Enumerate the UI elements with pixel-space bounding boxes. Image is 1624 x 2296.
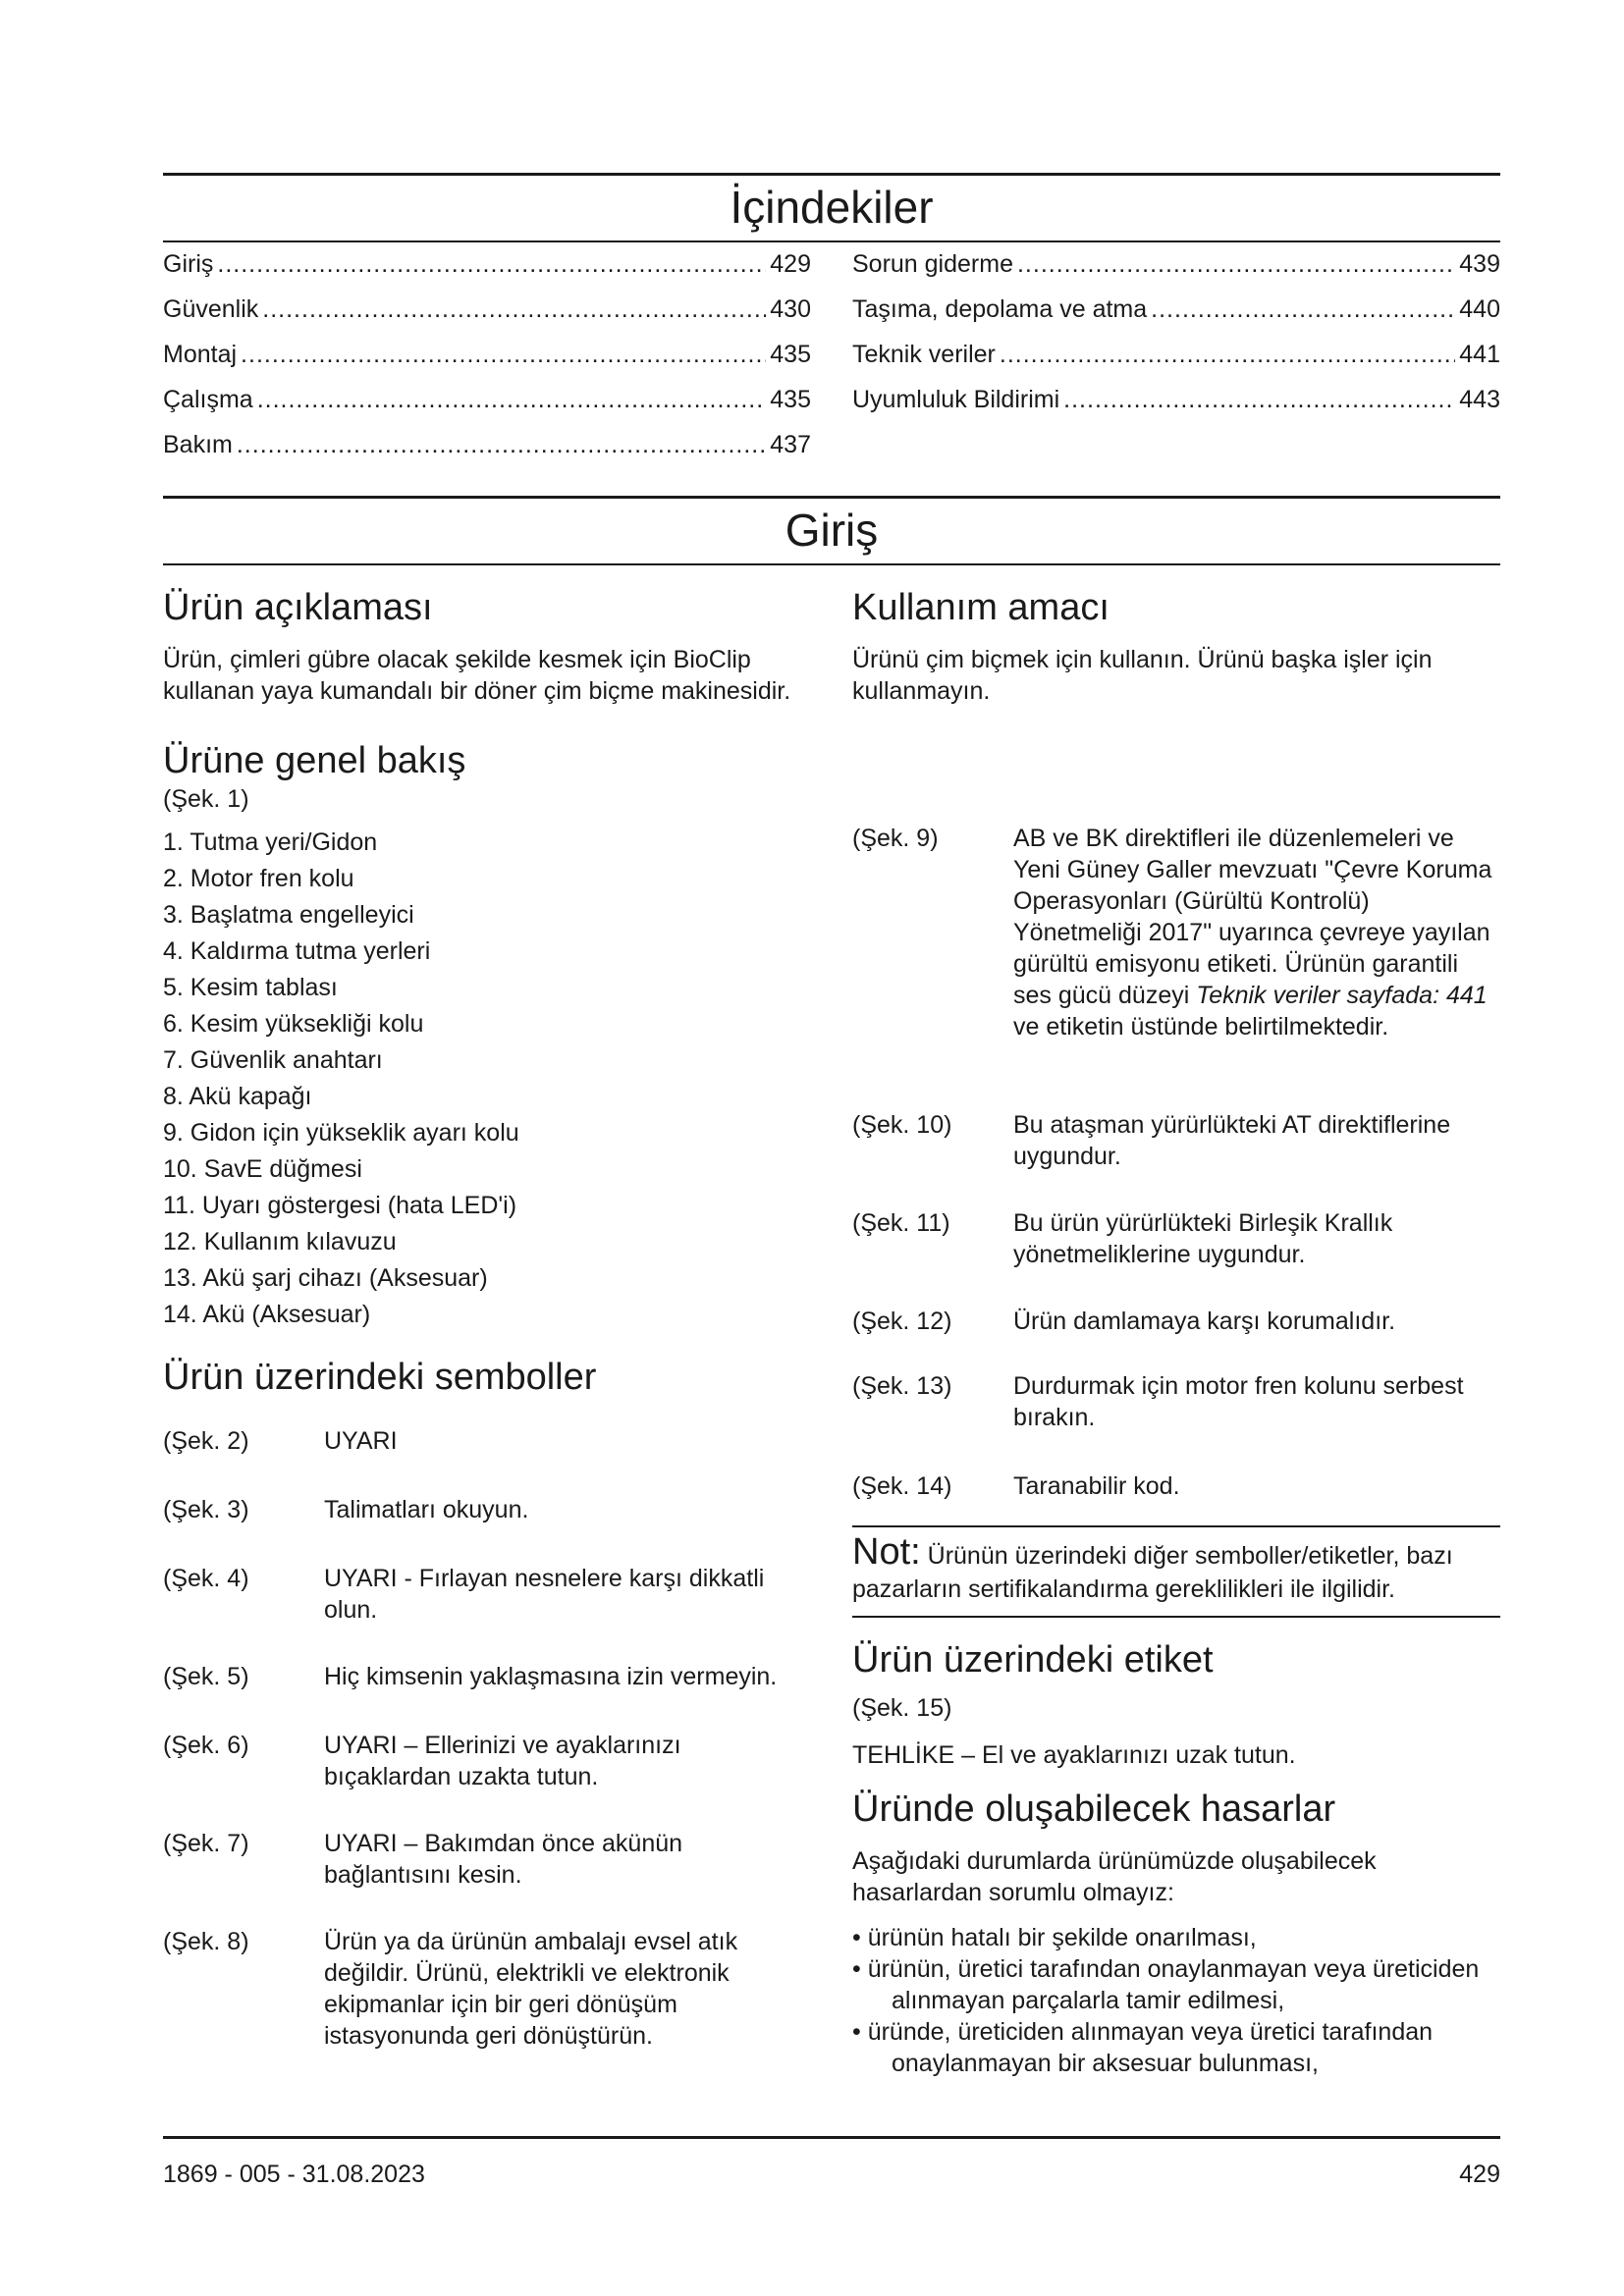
symbol-text-part: AB ve BK direktifleri ile düzenlemeleri ve Yeni Güney Galler mevzuatı "Çevre Koruma Operasyonları (Gürültü Kontrolü) Yönetmeliği 2017" uyarınca çevreye yayılan gürültü emisyonu etiketi. Ürünün garantili ses gücü düzeyi: [1013, 825, 1492, 1009]
page-footer: [163, 2136, 1500, 2189]
toc-entry-page: 429: [770, 250, 811, 278]
toc-entry[interactable]: [163, 386, 811, 431]
symbol-ref: (Şek. 8): [163, 1928, 249, 1955]
label-heading: Ürün üzerindeki etiket: [852, 1639, 1214, 1681]
symbol-row: [163, 1661, 811, 1730]
symbol-row: [852, 1306, 1500, 1370]
toc-entry[interactable]: [852, 341, 1500, 386]
symbol-ref: (Şek. 5): [163, 1663, 249, 1690]
toc-entry-label: Güvenlik: [163, 295, 259, 323]
symbol-ref: (Şek. 14): [852, 1472, 952, 1500]
list-item: 8. Akü kapağı: [163, 1083, 312, 1110]
toc-entry-page: 430: [770, 295, 811, 323]
label-ref: (Şek. 15): [852, 1694, 952, 1722]
symbols-right-list: [852, 823, 1500, 1518]
list-item: 11. Uyarı göstergesi (hata LED'i): [163, 1192, 517, 1219]
usage-text: Ürünü çim biçmek için kullanın. Ürünü başka işler için kullanmayın.: [852, 646, 1433, 705]
list-item: 5. Kesim tablası: [163, 974, 338, 1001]
toc-entry[interactable]: [163, 431, 811, 476]
toc-entry-page: 437: [770, 431, 811, 458]
note-text: Ürünün üzerindeki diğer semboller/etiketler, bazı pazarların sertifikalandırma gereklilikleri ile ilgilidir.: [852, 1542, 1453, 1603]
footer-rule: [163, 2136, 1500, 2139]
list-item: • ürünün, üretici tarafından onaylanmayan veya üreticiden alınmayan parçalarla tamir edilmesi,: [852, 1953, 1500, 2016]
description-heading: Ürün açıklaması: [163, 587, 433, 628]
symbol-row: [163, 1425, 811, 1494]
list-item: • üründe, üreticiden alınmayan veya üretici tarafından onaylanmayan bir aksesuar bulunması,: [852, 2016, 1500, 2079]
symbol-row: [852, 1470, 1500, 1518]
toc-entry[interactable]: [852, 295, 1500, 341]
symbol-text: UYARI – Ellerinizi ve ayaklarınızı bıçaklardan uzakta tutun.: [324, 1732, 681, 1790]
symbol-ref: (Şek. 12): [852, 1308, 952, 1335]
symbol-row: [163, 1494, 811, 1563]
footer-row: [163, 2161, 1500, 2189]
list-item: 7. Güvenlik anahtarı: [163, 1046, 383, 1074]
symbol-ref: (Şek. 3): [163, 1496, 249, 1523]
intro-left-column: [163, 585, 811, 2079]
symbol-text: UYARI – Bakımdan önce akünün bağlantısını kesin.: [324, 1830, 683, 1889]
toc-entry-label: Teknik veriler: [852, 341, 996, 368]
toc-right-column: [852, 250, 1500, 476]
symbol-text: Hiç kimsenin yaklaşmasına izin vermeyin.: [324, 1663, 778, 1690]
toc-entry-page: 435: [770, 341, 811, 368]
toc-entry-label: Sorun giderme: [852, 250, 1013, 278]
symbol-row: [852, 823, 1500, 1109]
toc-entry-page: 439: [1459, 250, 1500, 278]
symbol-ref: (Şek. 4): [163, 1565, 249, 1592]
symbol-ref: (Şek. 13): [852, 1372, 952, 1400]
symbol-text: Ürün damlamaya karşı korumalıdır.: [1013, 1308, 1396, 1335]
damage-text: Aşağıdaki durumlarda ürünümüzde oluşabilecek hasarlardan sorumlu olmayız:: [852, 1847, 1377, 1906]
toc-title-rule: [163, 240, 1500, 242]
toc-title: İçindekiler: [730, 182, 934, 233]
damage-heading: Üründe oluşabilecek hasarlar: [852, 1789, 1336, 1830]
note-top-rule: [852, 1525, 1500, 1527]
symbol-ref: (Şek. 6): [163, 1732, 249, 1759]
toc-entry-page: 440: [1459, 295, 1500, 323]
symbol-row: [852, 1370, 1500, 1470]
toc-entry-page: 441: [1459, 341, 1500, 368]
symbol-text: Talimatları okuyun.: [324, 1496, 529, 1523]
symbol-text: Durdurmak için motor fren kolunu serbest bırakın.: [1013, 1372, 1464, 1431]
symbols-heading: Ürün üzerindeki semboller: [163, 1357, 597, 1398]
cross-reference-link[interactable]: Teknik veriler sayfada: 441: [1196, 982, 1488, 1009]
toc-entry[interactable]: [852, 386, 1500, 431]
list-item: 10. SavE düğmesi: [163, 1155, 362, 1183]
symbol-row: [163, 1926, 811, 2052]
toc-top-rule: [163, 173, 1500, 176]
overview-list: [163, 825, 811, 1333]
label-text: TEHLİKE – El ve ayaklarınızı uzak tutun.: [852, 1741, 1296, 1769]
symbol-text: [1013, 823, 1500, 1109]
toc-entry[interactable]: [852, 250, 1500, 295]
list-item: 12. Kullanım kılavuzu: [163, 1228, 397, 1255]
toc-entry-page: 443: [1459, 386, 1500, 413]
toc-columns: [163, 250, 1500, 476]
intro-columns: [163, 585, 1500, 2079]
symbol-ref: (Şek. 10): [852, 1111, 952, 1139]
symbol-ref: (Şek. 11): [852, 1209, 950, 1237]
symbol-text: UYARI - Fırlayan nesnelere karşı dikkatli olun.: [324, 1565, 765, 1624]
toc-entry-label: Giriş: [163, 250, 214, 278]
symbol-ref: (Şek. 2): [163, 1427, 249, 1455]
toc-entry-page: 435: [770, 386, 811, 413]
toc-entry[interactable]: [163, 341, 811, 386]
symbol-row: [163, 1828, 811, 1926]
toc-left-column: [163, 250, 811, 476]
toc-entry-label: Uyumluluk Bildirimi: [852, 386, 1060, 413]
overview-ref: (Şek. 1): [163, 785, 249, 813]
list-item: 6. Kesim yüksekliği kolu: [163, 1010, 424, 1038]
symbol-text: Bu ataşman yürürlükteki AT direktiflerine uygundur.: [1013, 1111, 1451, 1170]
doc-code: 1869 - 005 - 31.08.2023: [163, 2161, 425, 2188]
intro-top-rule: [163, 496, 1500, 499]
symbol-text: Bu ürün yürürlükteki Birleşik Krallık yönetmeliklerine uygundur.: [1013, 1209, 1393, 1268]
damage-list: [852, 1922, 1500, 2079]
symbol-text: Ürün ya da ürünün ambalajı evsel atık değildir. Ürünü, elektrikli ve elektronik ekipmanlar için bir geri dönüşüm istasyonunda geri dönüştürün.: [324, 1928, 738, 2050]
toc-entry-label: Bakım: [163, 431, 233, 458]
toc-entry-label: Taşıma, depolama ve atma: [852, 295, 1148, 323]
toc-entry-label: Çalışma: [163, 386, 253, 413]
symbol-row: [163, 1730, 811, 1828]
toc-entry[interactable]: [163, 295, 811, 341]
note-block: [852, 1531, 1500, 1606]
symbol-ref: (Şek. 9): [852, 825, 939, 852]
symbol-row: [852, 1207, 1500, 1306]
list-item: 14. Akü (Aksesuar): [163, 1301, 371, 1328]
toc-entry[interactable]: [163, 250, 811, 295]
list-item: 9. Gidon için yükseklik ayarı kolu: [163, 1119, 519, 1147]
description-text: Ürün, çimleri gübre olacak şekilde kesmek için BioClip kullanan yaya kumandalı bir döner çim biçme makinesidir.: [163, 646, 791, 705]
intro-right-column: [852, 585, 1500, 2079]
symbol-text-part: ve etiketin üstünde belirtilmektedir.: [1013, 1013, 1389, 1041]
intro-title-rule: [163, 563, 1500, 565]
page-content: [163, 173, 1500, 2079]
symbol-row: [852, 1109, 1500, 1207]
list-item: 3. Başlatma engelleyici: [163, 901, 414, 929]
page-number: 429: [1459, 2161, 1500, 2188]
symbol-text: Taranabilir kod.: [1013, 1472, 1180, 1500]
list-item: • ürünün hatalı bir şekilde onarılması,: [852, 1922, 1500, 1953]
note-bottom-rule: [852, 1616, 1500, 1618]
list-item: 13. Akü şarj cihazı (Aksesuar): [163, 1264, 488, 1292]
list-item: 1. Tutma yeri/Gidon: [163, 828, 378, 856]
symbol-ref: (Şek. 7): [163, 1830, 249, 1857]
symbols-left-list: [163, 1425, 811, 2052]
note-label: Not:: [852, 1531, 921, 1573]
list-item: 2. Motor fren kolu: [163, 865, 354, 892]
symbol-text: UYARI: [324, 1427, 398, 1455]
intro-title: Giriş: [785, 505, 879, 556]
usage-heading: Kullanım amacı: [852, 587, 1110, 628]
overview-heading: Ürüne genel bakış: [163, 740, 466, 781]
symbol-row: [163, 1563, 811, 1661]
list-item: 4. Kaldırma tutma yerleri: [163, 937, 431, 965]
toc-entry-label: Montaj: [163, 341, 238, 368]
